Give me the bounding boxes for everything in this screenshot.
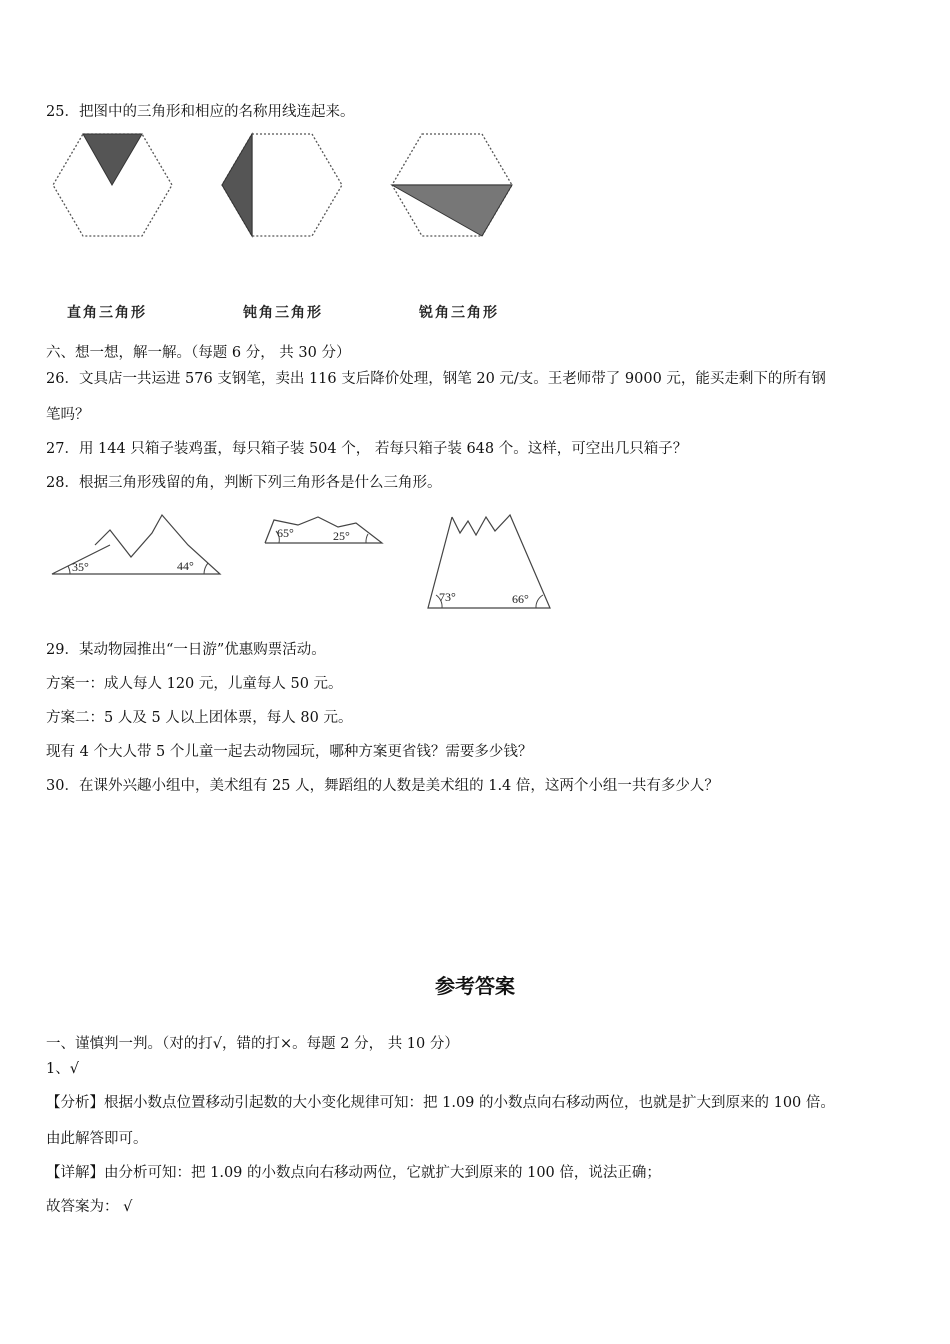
q28-triangle-figures (40, 505, 570, 615)
answer-analysis-2: 由此解答即可。 (46, 1131, 148, 1147)
angle-35: 35° (72, 560, 89, 574)
q25-text: 25．把图中的三角形和相应的名称用线连起来。 (46, 104, 355, 120)
q26-line-2: 笔吗？ (46, 407, 90, 423)
q29-plan-2: 方案二：5 人及 5 人以上团体票，每人 80 元。 (46, 710, 353, 726)
label-acute-triangle: 锐角三角形 (419, 305, 499, 321)
q25-hexagon-figures (40, 126, 530, 246)
answer-detail: 【详解】由分析可知：把 1.09 的小数点向右移动两位，它就扩大到原来的 100 倍，说法正确； (46, 1165, 661, 1181)
answer-item-1: 1、√ (46, 1061, 79, 1077)
answer-analysis: 【分析】根据小数点位置移动引起数的大小变化规律可知：把 1.09 的小数点向右移动两位，也就是扩大到原来的 100 倍。 (46, 1095, 835, 1111)
angle-44: 44° (177, 559, 194, 573)
q28-text: 28．根据三角形残留的角，判断下列三角形各是什么三角形。 (46, 475, 442, 491)
section-6-heading: 六、想一想，解一解。（每题 6 分， 共 30 分） (46, 345, 351, 361)
hexagon-3-figure (392, 134, 512, 236)
q29-plan-1: 方案一：成人每人 120 元，儿童每人 50 元。 (46, 676, 343, 692)
angle-25: 25° (333, 529, 350, 543)
label-obtuse-triangle: 钝角三角形 (243, 305, 323, 321)
q27-text: 27．用 144 只箱子装鸡蛋，每只箱子装 504 个， 若每只箱子装 648 个。这样，可空出几只箱子？ (46, 441, 688, 457)
q29-question: 现有 4 个大人带 5 个儿童一起去动物园玩，哪种方案更省钱？需要多少钱？ (46, 744, 533, 760)
answers-section-1: 一、谨慎判一判。（对的打√，错的打×。每题 2 分， 共 10 分） (46, 1036, 459, 1052)
angle-66: 66° (512, 592, 529, 606)
hexagon-1-figure (53, 134, 172, 236)
hexagon-2-figure (222, 134, 342, 236)
q26-line-1: 26．文具店一共运进 576 支钢笔，卖出 116 支后降价处理，钢笔 20 元/支。王老师带了 9000 元，能买走剩下的所有钢 (46, 371, 826, 387)
angle-73: 73° (439, 590, 456, 604)
broken-triangle-1 (52, 515, 220, 574)
broken-triangle-3 (428, 515, 550, 608)
q30-text: 30．在课外兴趣小组中，美术组有 25 人，舞蹈组的人数是美术组的 1.4 倍，这两个小组一共有多少人？ (46, 778, 719, 794)
q29-intro: 29．某动物园推出“一日游”优惠购票活动。 (46, 642, 326, 658)
angle-65: 65° (277, 526, 294, 540)
answer-final: 故答案为： √ (46, 1199, 133, 1215)
answers-title: 参考答案 (435, 974, 515, 998)
broken-triangle-2 (265, 517, 382, 543)
label-right-triangle: 直角三角形 (67, 305, 147, 321)
